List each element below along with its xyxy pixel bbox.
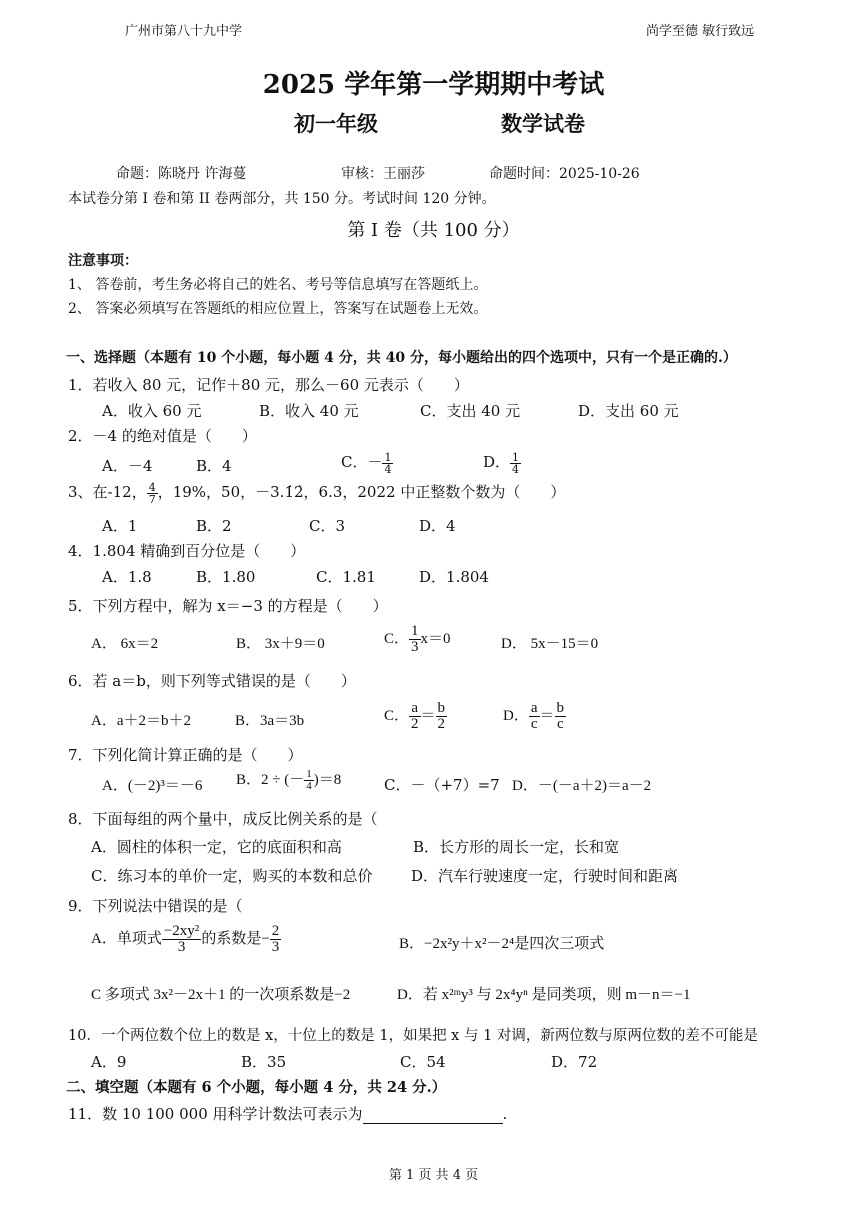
fraction: $\frac{1}{3}$: [411, 623, 419, 655]
option-a: A．1.8: [102, 568, 152, 586]
option-d: D．支出 60 元: [578, 402, 679, 420]
option-d: D．－(－a＋2)＝a－2: [512, 778, 652, 794]
option-a: A．收入 60 元: [102, 402, 202, 420]
fraction: $\frac{b}{c}$: [556, 700, 565, 732]
fraction: $\frac{a}{c}$: [530, 700, 538, 732]
option-b: B．−2x²y＋x²－2⁴是四次三项式: [399, 936, 605, 952]
exam-title: 2025 学年第一学期期中考试: [262, 70, 605, 100]
option-c: C． $\frac{1}{3}$ x＝0: [384, 623, 451, 655]
exam-date: 命题时间：2025-10-26: [489, 166, 640, 182]
fraction: $\frac{1}{4}$: [306, 768, 312, 793]
question-stem: 2．－4 的绝对值是（ ）: [68, 427, 257, 445]
question-stem: 6．若 a＝b，则下列等式错误的是（ ）: [68, 672, 356, 690]
fraction: $\frac{a}{2}$: [411, 700, 419, 732]
section-heading: 二、填空题（本题有 6 个小题，每小题 4 分，共 24 分.）: [66, 1079, 447, 1096]
option-d: D．若 x²ᵐy³ 与 2x⁴yⁿ 是同类项，则 m－n＝−1: [397, 987, 691, 1003]
option-c: C．练习本的单价一定，购买的本数和总价: [91, 867, 373, 885]
reviewer: 审核：王丽莎: [341, 166, 425, 182]
option-d: D．1.804: [419, 568, 489, 586]
option-a: A．a＋2＝b＋2: [91, 713, 191, 729]
option-c: C．1.81: [316, 568, 376, 586]
option-b: B．1.80: [196, 568, 256, 586]
school-motto: 尚学至德 敏行致远: [646, 24, 755, 39]
section-heading: 一、选择题（本题有 10 个小题，每小题 4 分，共 40 分，每小题给出的四个选项中，只有一个是正确的.）: [66, 350, 737, 366]
question-stem: 9．下列说法中错误的是（: [68, 897, 243, 915]
question-stem: 5．下列方程中，解为 x＝−3 的方程是（ ）: [68, 597, 388, 615]
option-d: D． $\frac{a}{c}$ ＝ $\frac{b}{c}$: [503, 700, 565, 732]
option-c: [341, 451, 393, 475]
note-item: 1、 答卷前，考生务必将自己的姓名、考号等信息填写在答题纸上。: [68, 277, 488, 293]
question-stem: 11．数 10 100 000 用科学计数法可表示为 .: [68, 1105, 508, 1123]
option-c: C．－（+7）=7: [384, 776, 500, 794]
option-d: [483, 451, 521, 475]
option-label: C．－: [341, 453, 383, 471]
question-stem: 3、在-12， $\frac{4}{7}$ ，19%，50，－3.1̇2̇，6.3，2022 中正整数个数为（ ）: [68, 480, 566, 506]
option-a: A． 6x＝2: [91, 636, 159, 652]
option-c: C．3: [309, 517, 346, 535]
fraction: $\frac{\text{−2xy²}}{3}$: [163, 923, 200, 955]
option-d: D． 5x－15＝0: [501, 636, 599, 652]
option-c: C．54: [400, 1053, 446, 1071]
option-a: A．单项式 $\frac{\text{−2xy²}}{3}$ 的系数是− $\frac{2}{3}$: [91, 923, 280, 955]
note-item: 2、 答案必须填写在答题纸的相应位置上，答案写在试题卷上无效。: [68, 301, 488, 317]
grade-label: 初一年级: [294, 111, 378, 136]
fraction: $\frac{1}{4}$: [512, 450, 520, 476]
option-b: B．2 ÷ (－ $\frac{1}{4}$ )＝8: [236, 768, 342, 793]
answer-blank: [363, 1109, 503, 1124]
part-one-title: 第 I 卷（共 100 分）: [347, 220, 520, 241]
option-b: B．3a＝3b: [235, 713, 305, 729]
option-b: B．长方形的周长一定，长和宽: [413, 838, 620, 856]
question-stem: 8．下面每组的两个量中，成反比例关系的是（: [68, 810, 378, 828]
option-a: A．1: [102, 517, 138, 535]
option-a: A．(－2)³＝－6: [102, 778, 203, 794]
fraction: $\frac{2}{3}$: [271, 923, 280, 955]
option-b: B．35: [241, 1053, 287, 1071]
question-stem: 10．一个两位数个位上的数是 x，十位上的数是 1，如果把 x 与 1 对调，新两位数与原两位数的差不可能是: [68, 1028, 758, 1044]
subject-label: 数学试卷: [501, 111, 585, 136]
fraction: $\frac{b}{2}$: [437, 700, 446, 732]
option-b: B．4: [196, 457, 232, 475]
fraction: $\frac{1}{4}$: [384, 450, 392, 476]
page-number: 第 1 页 共 4 页: [388, 1168, 479, 1183]
question-stem: 1．若收入 80 元，记作＋80 元，那么－60 元表示（ ）: [68, 376, 469, 394]
option-a: A．圆柱的体积一定，它的底面积和高: [91, 838, 342, 856]
option-b: B．2: [196, 517, 232, 535]
question-stem: 4．1.804 精确到百分位是（ ）: [68, 542, 306, 560]
authors: 命题：陈晓丹 许海蔓: [116, 166, 247, 182]
option-a: A．9: [91, 1053, 127, 1071]
option-c: C．支出 40 元: [420, 402, 521, 420]
option-d: D．72: [551, 1053, 598, 1071]
option-a: A．－4: [102, 457, 153, 475]
school-name: 广州市第八十九中学: [125, 24, 243, 39]
notes-heading: 注意事项：: [68, 253, 138, 269]
option-d: D．汽车行驶速度一定，行驶时间和距离: [411, 867, 679, 885]
option-label: D．: [483, 453, 511, 471]
option-d: D．4: [419, 517, 456, 535]
exam-intro: 本试卷分第 I 卷和第 II 卷两部分，共 150 分。考试时间 120 分钟。: [68, 191, 496, 207]
fraction: $\frac{4}{7}$: [148, 480, 156, 506]
question-stem: 7．下列化简计算正确的是（ ）: [68, 746, 303, 764]
option-b: B． 3x＋9＝0: [236, 636, 325, 652]
option-c: C 多项式 3x²－2x＋1 的一次项系数是−2: [91, 987, 351, 1003]
option-c: C． $\frac{a}{2}$ ＝ $\frac{b}{2}$: [384, 700, 446, 732]
option-b: B．收入 40 元: [259, 402, 359, 420]
